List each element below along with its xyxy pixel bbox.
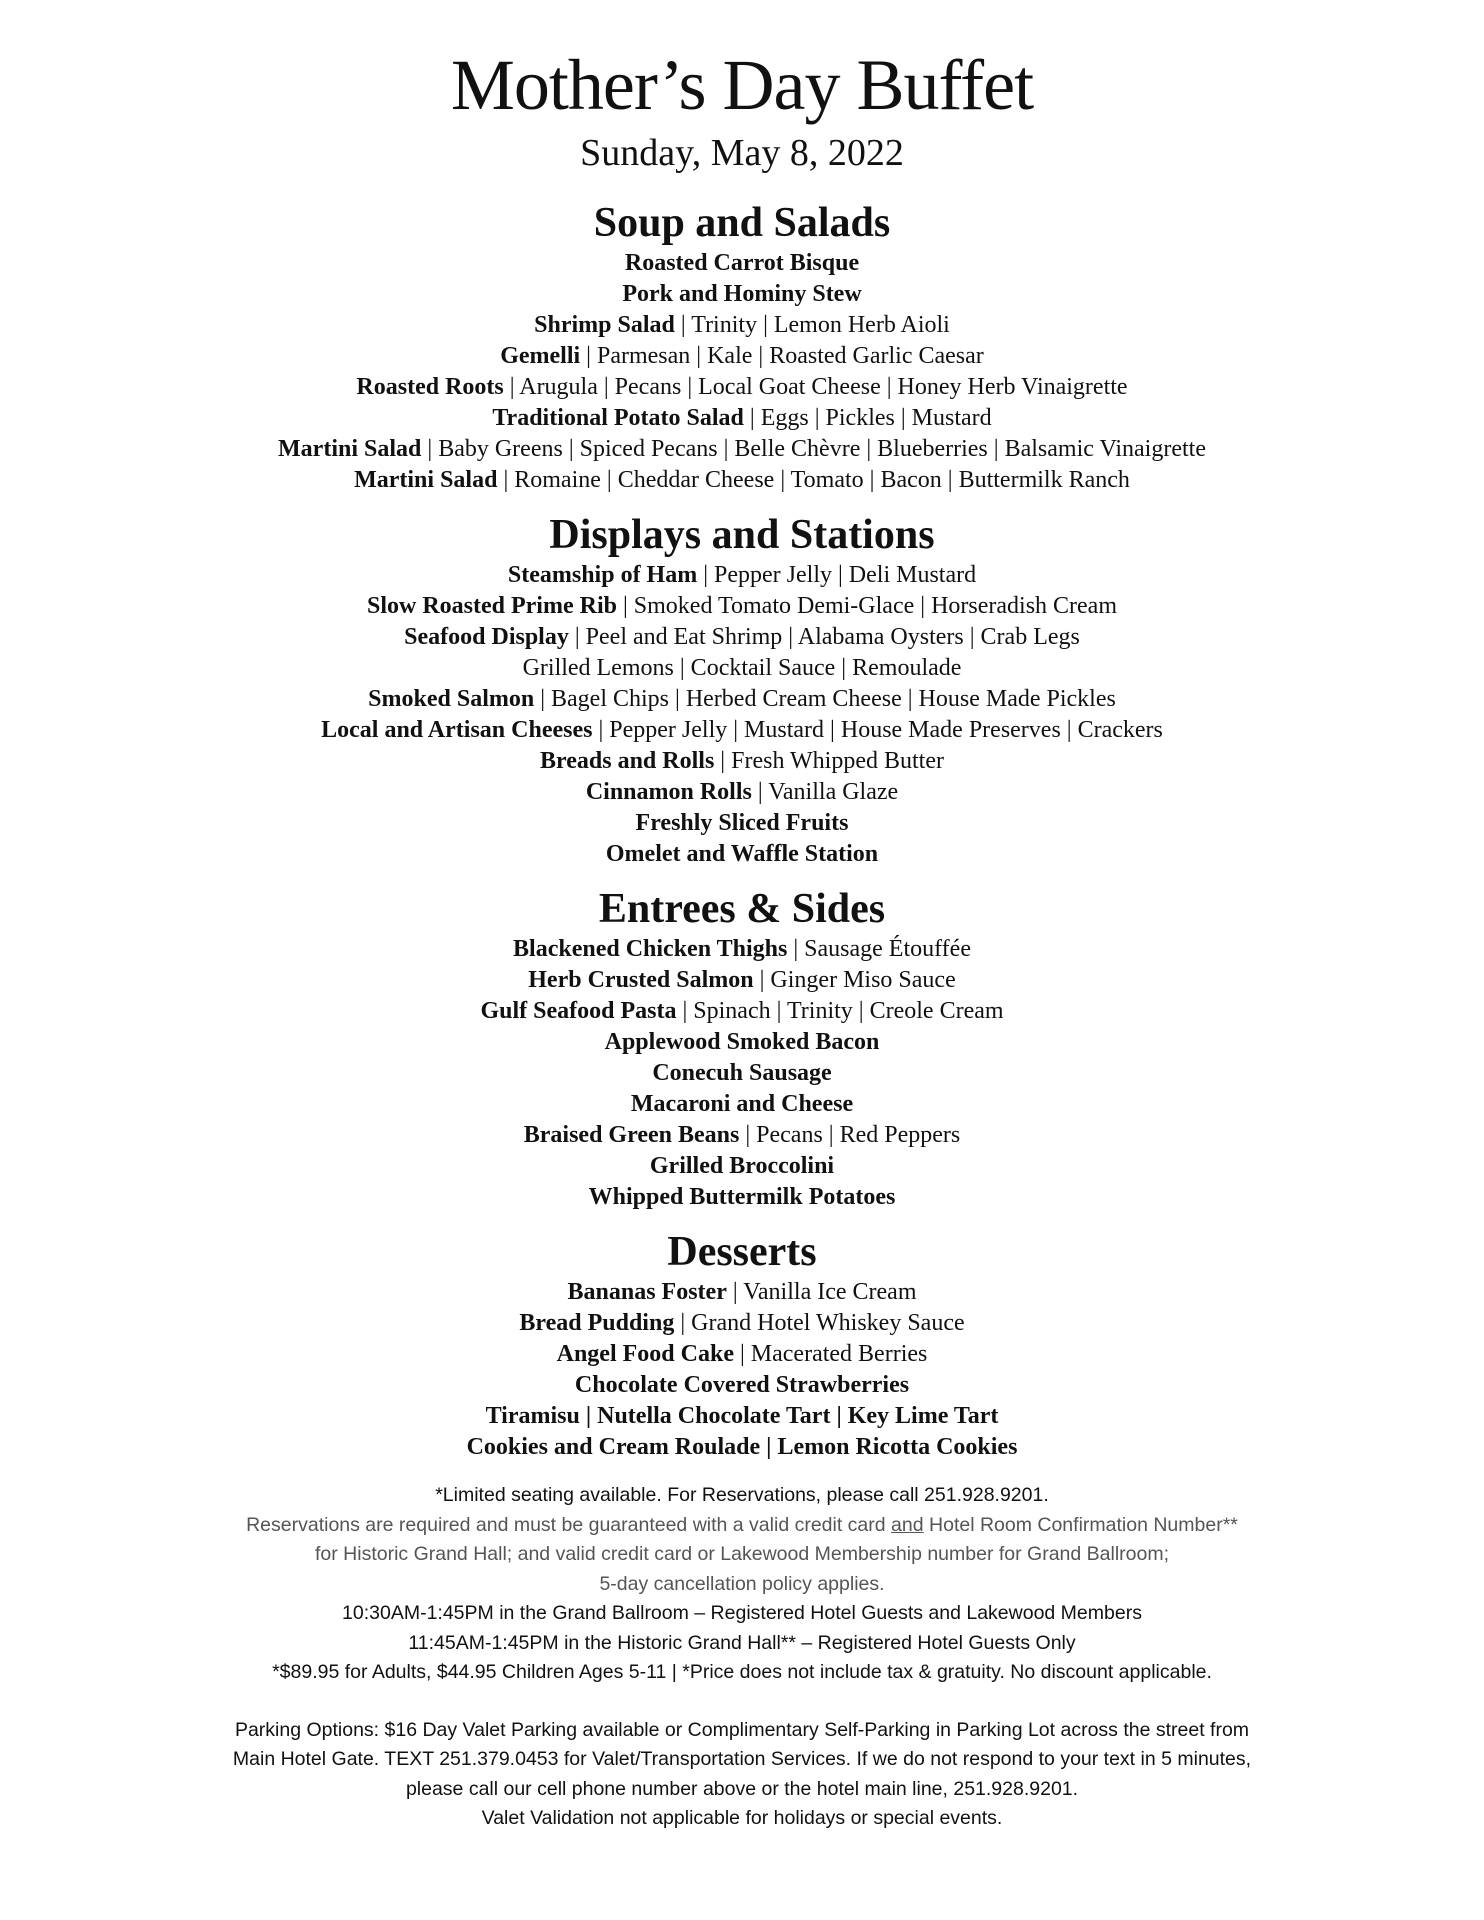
menu-item-name: Gemelli bbox=[500, 343, 581, 369]
page-title: Mother’s Day Buffet bbox=[450, 45, 1034, 125]
menu-item-details: Vanilla Glaze bbox=[768, 779, 899, 805]
menu-item bbox=[0, 653, 1484, 684]
parking-line-1: Parking Options: $16 Day Valet Parking available or Complimentary Self-Parking in Parking Lot across the street from bbox=[234, 1718, 1250, 1741]
reservation-requirements bbox=[0, 1511, 1484, 1541]
menu-item-details: Pepper Jelly | Mustard | House Made Preserves | Crackers bbox=[609, 717, 1163, 743]
menu-item bbox=[0, 839, 1484, 870]
menu-item: Angel Food Cake | Macerated Berries bbox=[556, 1341, 928, 1367]
menu-item: Steamship of Ham | Pepper Jelly | Deli Mustard bbox=[507, 562, 977, 588]
menu-item-name: Seafood Display bbox=[404, 624, 569, 650]
menu-section bbox=[0, 1227, 1484, 1463]
grand-hall-time: 11:45AM-1:45PM in the Historic Grand Hall** – Registered Hotel Guests Only bbox=[408, 1631, 1076, 1654]
menu-item-name: Roasted Carrot Bisque bbox=[624, 250, 860, 276]
menu-item-details: Grilled Lemons | Cocktail Sauce | Remoulade bbox=[522, 655, 962, 681]
menu-item-name: Blackened Chicken Thighs bbox=[513, 936, 788, 962]
price-line: *$89.95 for Adults, $44.95 Children Ages 5-11 | *Price does not include tax & gratuity. No discount applicable. bbox=[272, 1661, 1212, 1683]
menu-item-name: Macaroni and Cheese bbox=[630, 1091, 854, 1117]
menu-item-details: Sausage Étouffée bbox=[804, 936, 971, 962]
menu-item bbox=[0, 1058, 1484, 1089]
section-title: Displays and Stations bbox=[549, 512, 935, 558]
menu-item-name: Martini Salad bbox=[278, 436, 422, 462]
menu-sections bbox=[0, 198, 1484, 1463]
menu-item bbox=[0, 1401, 1484, 1432]
menu-item: Shrimp Salad | Trinity | Lemon Herb Aioli bbox=[534, 312, 950, 338]
menu-item-details: Bagel Chips | Herbed Cream Cheese | House Made Pickles bbox=[551, 686, 1116, 712]
menu-item-name: Braised Green Beans bbox=[523, 1122, 740, 1148]
menu-item-name: Freshly Sliced Fruits bbox=[635, 810, 849, 836]
menu-item: Traditional Potato Salad | Eggs | Pickles | Mustard bbox=[492, 405, 992, 431]
menu-item-name: Slow Roasted Prime Rib bbox=[366, 593, 617, 619]
reservation-line: *Limited seating available. For Reservations, please call 251.928.9201. bbox=[435, 1484, 1049, 1506]
event-date: Sunday, May 8, 2022 bbox=[580, 132, 904, 174]
menu-item-name: Applewood Smoked Bacon bbox=[604, 1029, 880, 1055]
menu-item: Breads and Rolls | Fresh Whipped Butter bbox=[540, 748, 944, 774]
reservation-requirements-line2: for Historic Grand Hall; and valid credit card or Lakewood Membership number for Grand Ballroom; bbox=[314, 1543, 1170, 1565]
menu-item-name: Angel Food Cake bbox=[556, 1341, 734, 1367]
menu-item-details: Macerated Berries bbox=[750, 1341, 928, 1367]
ballroom-time: 10:30AM-1:45PM in the Grand Ballroom – Registered Hotel Guests and Lakewood Members bbox=[342, 1602, 1142, 1624]
menu-item: Martini Salad | Romaine | Cheddar Cheese | Tomato | Bacon | Buttermilk Ranch bbox=[354, 467, 1130, 493]
menu-item bbox=[0, 1370, 1484, 1401]
menu-item-name: Conecuh Sausage bbox=[652, 1060, 832, 1086]
menu-item: Bananas Foster | Vanilla Ice Cream bbox=[567, 1279, 917, 1305]
menu-item: Roasted Roots | Arugula | Pecans | Local Goat Cheese | Honey Herb Vinaigrette bbox=[356, 374, 1128, 400]
menu-item-name: Local and Artisan Cheeses bbox=[321, 717, 593, 743]
parking-line-3: please call our cell phone number above or the hotel main line, 251.928.9201. bbox=[405, 1777, 1079, 1800]
menu-item-details: Peel and Eat Shrimp | Alabama Oysters | Crab Legs bbox=[585, 624, 1080, 650]
menu-item-name: Breads and Rolls bbox=[540, 748, 715, 774]
section-title: Soup and Salads bbox=[593, 200, 891, 246]
menu-item: Local and Artisan Cheeses | Pepper Jelly | Mustard | House Made Preserves | Crackers bbox=[321, 717, 1163, 743]
parking-line-4: Valet Validation not applicable for holidays or special events. bbox=[481, 1807, 1003, 1829]
menu-item-details: Arugula | Pecans | Local Goat Cheese | Honey Herb Vinaigrette bbox=[519, 374, 1128, 400]
menu-item-name: Herb Crusted Salmon bbox=[528, 967, 754, 993]
requirements-and: and bbox=[891, 1513, 924, 1536]
cancellation-policy: 5-day cancellation policy applies. bbox=[599, 1572, 885, 1595]
menu-item-name: Smoked Salmon bbox=[368, 686, 535, 712]
menu-section bbox=[0, 510, 1484, 870]
menu-item-name: Grilled Broccolini bbox=[649, 1153, 835, 1179]
menu-item-name: Cookies and Cream Roulade | Lemon Ricotta Cookies bbox=[466, 1434, 1018, 1460]
menu-item-name: Bananas Foster bbox=[567, 1279, 727, 1305]
menu-item-name: Roasted Roots bbox=[356, 374, 504, 400]
menu-item: Smoked Salmon | Bagel Chips | Herbed Cream Cheese | House Made Pickles bbox=[368, 686, 1116, 712]
menu-item bbox=[0, 1027, 1484, 1058]
menu-item bbox=[0, 1089, 1484, 1120]
menu-item bbox=[0, 1432, 1484, 1463]
menu-item-details: Baby Greens | Spiced Pecans | Belle Chèvre | Blueberries | Balsamic Vinaigrette bbox=[438, 436, 1206, 462]
menu-item: Braised Green Beans | Pecans | Red Peppers bbox=[523, 1122, 961, 1148]
menu-item-name: Bread Pudding bbox=[519, 1310, 675, 1336]
menu-item: Cinnamon Rolls | Vanilla Glaze bbox=[585, 779, 899, 805]
menu-item-name: Tiramisu | Nutella Chocolate Tart | Key Lime Tart bbox=[485, 1403, 999, 1429]
menu-item bbox=[0, 279, 1484, 310]
menu-item-details: Spinach | Trinity | Creole Cream bbox=[693, 998, 1004, 1024]
menu-item-details: Pepper Jelly | Deli Mustard bbox=[714, 562, 977, 588]
menu-item-name: Pork and Hominy Stew bbox=[622, 281, 862, 307]
requirements-text-b: Hotel Room Confirmation Number** bbox=[923, 1513, 1238, 1536]
menu-item-name: Shrimp Salad bbox=[534, 312, 675, 338]
menu-item: Slow Roasted Prime Rib | Smoked Tomato Demi-Glace | Horseradish Cream bbox=[366, 593, 1118, 619]
menu-item: Blackened Chicken Thighs | Sausage Étouffée bbox=[513, 936, 971, 962]
menu-item: Bread Pudding | Grand Hotel Whiskey Sauce bbox=[519, 1310, 965, 1336]
menu-item bbox=[0, 1151, 1484, 1182]
menu-item-details: Smoked Tomato Demi-Glace | Horseradish Cream bbox=[633, 593, 1118, 619]
menu-item-name: Omelet and Waffle Station bbox=[605, 841, 879, 867]
parking-info bbox=[0, 1716, 1484, 1834]
menu-item: Martini Salad | Baby Greens | Spiced Pecans | Belle Chèvre | Blueberries | Balsamic Vinaigrette bbox=[278, 436, 1206, 462]
menu-item-details: Vanilla Ice Cream bbox=[743, 1279, 917, 1305]
menu-item bbox=[0, 1182, 1484, 1213]
menu-item-details: Eggs | Pickles | Mustard bbox=[760, 405, 992, 431]
section-title: Desserts bbox=[667, 1229, 817, 1275]
menu-item-name: Steamship of Ham bbox=[507, 562, 698, 588]
parking-line-2: Main Hotel Gate. TEXT 251.379.0453 for Valet/Transportation Services. If we do not respond to your text in 5 minutes, bbox=[232, 1748, 1252, 1770]
menu-item-details: Grand Hotel Whiskey Sauce bbox=[691, 1310, 965, 1336]
menu-item-details: Romaine | Cheddar Cheese | Tomato | Bacon | Buttermilk Ranch bbox=[514, 467, 1130, 493]
reservation-notes bbox=[0, 1481, 1484, 1688]
menu-item-name: Gulf Seafood Pasta bbox=[480, 998, 677, 1024]
menu-section bbox=[0, 884, 1484, 1213]
menu-item-details: Ginger Miso Sauce bbox=[770, 967, 956, 993]
menu-item-details: Parmesan | Kale | Roasted Garlic Caesar bbox=[596, 343, 984, 369]
menu-item-name: Whipped Buttermilk Potatoes bbox=[588, 1184, 896, 1210]
menu-item bbox=[0, 248, 1484, 279]
menu-item: Herb Crusted Salmon | Ginger Miso Sauce bbox=[528, 967, 956, 993]
requirements-text-a: Reservations are required and must be guaranteed with a valid credit card bbox=[246, 1513, 892, 1536]
menu-item: Gemelli | Parmesan | Kale | Roasted Garlic Caesar bbox=[500, 343, 984, 369]
menu-item: Gulf Seafood Pasta | Spinach | Trinity | Creole Cream bbox=[480, 998, 1004, 1024]
menu-item-details: Pecans | Red Peppers bbox=[756, 1122, 961, 1148]
menu-item: Seafood Display | Peel and Eat Shrimp | Alabama Oysters | Crab Legs bbox=[404, 624, 1080, 650]
menu-item-name: Traditional Potato Salad bbox=[492, 405, 744, 431]
menu-item-name: Cinnamon Rolls bbox=[585, 779, 752, 805]
menu-item-name: Chocolate Covered Strawberries bbox=[574, 1372, 910, 1398]
menu-section bbox=[0, 198, 1484, 496]
menu-item bbox=[0, 808, 1484, 839]
menu-item-name: Martini Salad bbox=[354, 467, 498, 493]
menu-item-details: Trinity | Lemon Herb Aioli bbox=[691, 312, 950, 338]
section-title: Entrees & Sides bbox=[598, 886, 886, 932]
menu-item-details: Fresh Whipped Butter bbox=[731, 748, 944, 774]
